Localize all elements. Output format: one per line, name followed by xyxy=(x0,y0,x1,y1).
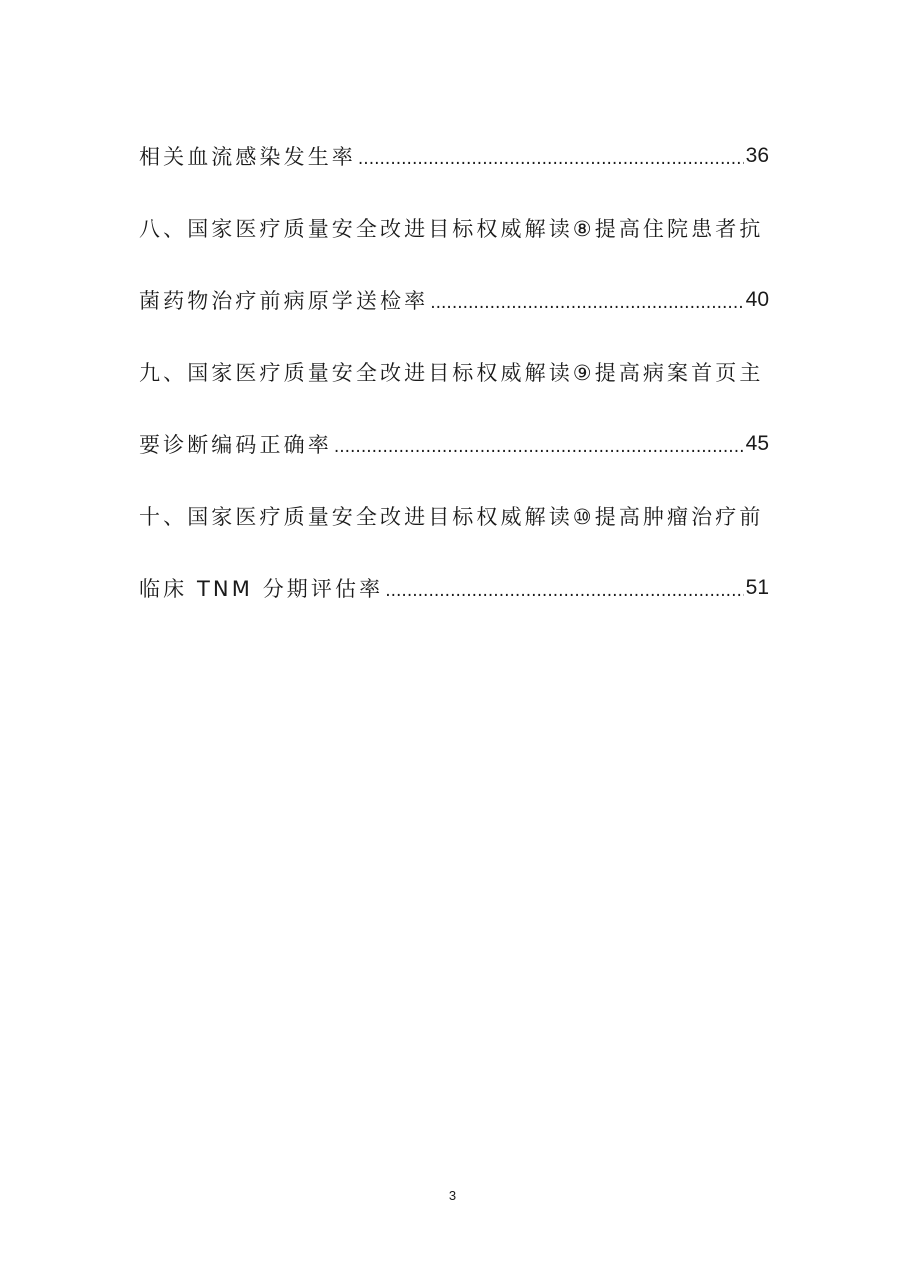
toc-page-number: 36 xyxy=(745,144,769,167)
dot-leader xyxy=(358,149,744,169)
toc-entry-title: 菌药物治疗前病原学送检率 xyxy=(139,289,429,313)
toc-entry-10-line-1[interactable] xyxy=(139,480,769,552)
toc-entry-continued[interactable] xyxy=(139,120,769,192)
toc-entry-9-line-1[interactable] xyxy=(139,336,769,408)
toc-entry-title: 十、国家医疗质量安全改进目标权威解读⑩提高肿瘤治疗前 xyxy=(139,505,764,529)
toc-entry-title: 九、国家医疗质量安全改进目标权威解读⑨提高病案首页主 xyxy=(139,361,764,385)
toc-entry-8-line-1[interactable] xyxy=(139,192,769,264)
dot-leader xyxy=(430,293,743,313)
table-of-contents xyxy=(139,120,769,624)
toc-entry-title: 相关血流感染发生率 xyxy=(139,145,356,169)
toc-entry-title: 临床 TNM 分期评估率 xyxy=(139,577,384,601)
dot-leader xyxy=(334,437,744,457)
dot-leader xyxy=(385,581,743,601)
toc-entry-10-line-2[interactable] xyxy=(139,552,769,624)
toc-entry-title: 八、国家医疗质量安全改进目标权威解读⑧提高住院患者抗 xyxy=(139,217,764,241)
toc-entry-9-line-2[interactable] xyxy=(139,408,769,480)
toc-entry-title: 要诊断编码正确率 xyxy=(139,433,332,457)
toc-page-number: 51 xyxy=(745,576,769,599)
toc-page-number: 45 xyxy=(745,432,769,455)
toc-entry-8-line-2[interactable] xyxy=(139,264,769,336)
page-footer-number: 3 xyxy=(448,1188,457,1203)
toc-page-number: 40 xyxy=(745,288,769,311)
